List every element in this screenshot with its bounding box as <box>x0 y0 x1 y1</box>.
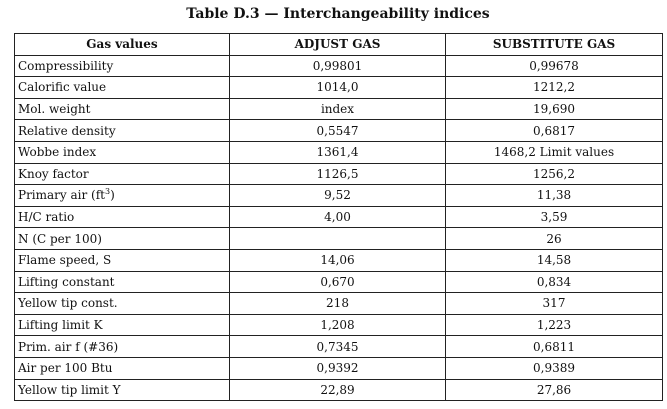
substitute-value: 0,6817 <box>446 120 663 142</box>
table-row <box>15 206 663 228</box>
row-label: Mol. weight <box>15 98 230 120</box>
table-row <box>15 379 663 401</box>
substitute-value: 1,223 <box>446 314 663 336</box>
substitute-value: 0,9389 <box>446 357 663 379</box>
row-label: Flame speed, S <box>15 249 230 271</box>
adjust-value: 1361,4 <box>230 141 446 163</box>
row-label: Wobbe index <box>15 141 230 163</box>
adjust-value: 14,06 <box>230 249 446 271</box>
row-label: Calorific value <box>15 77 230 99</box>
table-row <box>15 314 663 336</box>
interchangeability-table <box>14 33 663 401</box>
table-row <box>15 141 663 163</box>
adjust-value: index <box>230 98 446 120</box>
adjust-value: 0,7345 <box>230 336 446 358</box>
adjust-value: 1,208 <box>230 314 446 336</box>
adjust-value: 0,670 <box>230 271 446 293</box>
row-label: Lifting limit K <box>15 314 230 336</box>
substitute-value: 14,58 <box>446 249 663 271</box>
table-row <box>15 120 663 142</box>
substitute-value: 1212,2 <box>446 77 663 99</box>
superscript: 3 <box>105 187 111 197</box>
table-title: Table D.3 — Interchangeability indices <box>186 6 490 22</box>
substitute-value: 0,6811 <box>446 336 663 358</box>
table-row <box>15 185 663 207</box>
substitute-value: 1468,2 Limit values <box>446 141 663 163</box>
substitute-value: 0,99678 <box>446 55 663 77</box>
table-row <box>15 228 663 250</box>
table-container <box>14 33 662 401</box>
substitute-value: 19,690 <box>446 98 663 120</box>
row-label: Relative density <box>15 120 230 142</box>
substitute-value: 26 <box>446 228 663 250</box>
substitute-value: 0,834 <box>446 271 663 293</box>
table-header-row <box>15 34 663 56</box>
row-label: Yellow tip const. <box>15 293 230 315</box>
adjust-value: 22,89 <box>230 379 446 401</box>
substitute-value: 27,86 <box>446 379 663 401</box>
row-label: Knoy factor <box>15 163 230 185</box>
row-label: Air per 100 Btu <box>15 357 230 379</box>
row-label: H/C ratio <box>15 206 230 228</box>
substitute-value: 317 <box>446 293 663 315</box>
substitute-value: 11,38 <box>446 185 663 207</box>
table-row <box>15 55 663 77</box>
adjust-value: 9,52 <box>230 185 446 207</box>
header-gas-values: Gas values <box>15 34 230 56</box>
adjust-value: 1126,5 <box>230 163 446 185</box>
adjust-value: 218 <box>230 293 446 315</box>
row-label-tail: ) <box>110 188 115 203</box>
adjust-value: 0,9392 <box>230 357 446 379</box>
row-label: Yellow tip limit Y <box>15 379 230 401</box>
adjust-value: 0,99801 <box>230 55 446 77</box>
table-row <box>15 336 663 358</box>
table-row <box>15 98 663 120</box>
row-label: Lifting constant <box>15 271 230 293</box>
substitute-value: 1256,2 <box>446 163 663 185</box>
table-row <box>15 77 663 99</box>
adjust-value: 1014,0 <box>230 77 446 99</box>
row-label <box>15 185 230 207</box>
substitute-value: 3,59 <box>446 206 663 228</box>
row-label: N (C per 100) <box>15 228 230 250</box>
table-row <box>15 249 663 271</box>
table-row <box>15 271 663 293</box>
table-row <box>15 293 663 315</box>
adjust-value <box>230 228 446 250</box>
adjust-value: 0,5547 <box>230 120 446 142</box>
row-label: Prim. air f (#36) <box>15 336 230 358</box>
adjust-value: 4,00 <box>230 206 446 228</box>
table-row <box>15 357 663 379</box>
table-row <box>15 163 663 185</box>
row-label: Compressibility <box>15 55 230 77</box>
row-label-text: Primary air (ft <box>18 188 105 203</box>
header-adjust-gas: ADJUST GAS <box>230 34 446 56</box>
header-substitute-gas: SUBSTITUTE GAS <box>446 34 663 56</box>
